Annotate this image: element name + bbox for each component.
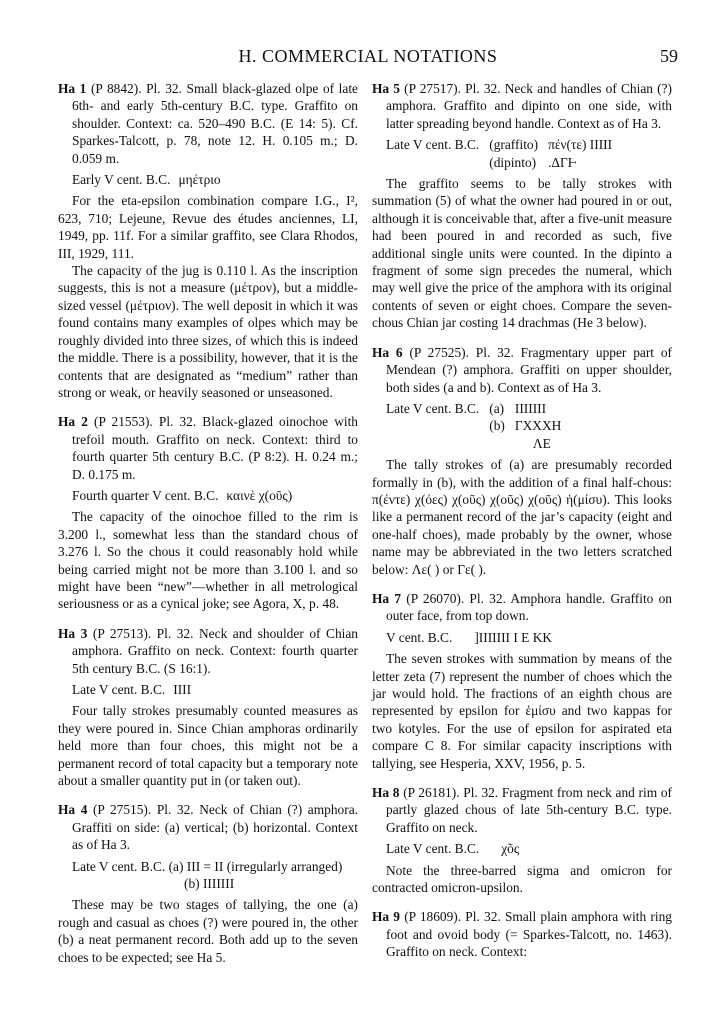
running-head bbox=[58, 44, 678, 68]
date: Late V cent. B.C. bbox=[72, 858, 166, 874]
entry-id: Ha 7 bbox=[372, 590, 402, 606]
inscription: χõς bbox=[501, 841, 520, 857]
date-line bbox=[386, 840, 672, 857]
entry-header bbox=[372, 590, 672, 625]
inscription-a: πέν(τε) IIIII bbox=[548, 137, 613, 153]
inscription: καινὲ χ(οῦς) bbox=[226, 487, 293, 503]
date: V cent. B.C. bbox=[386, 629, 453, 645]
entry-header bbox=[372, 784, 672, 836]
entry-header bbox=[372, 344, 672, 396]
date-line bbox=[386, 136, 672, 171]
date-line bbox=[72, 487, 358, 504]
inscription: IIII bbox=[173, 682, 192, 697]
label-a: (graffito) bbox=[489, 137, 539, 153]
entry-ha2 bbox=[58, 413, 358, 612]
entry-description: (P 27515). Pl. 32. Neck of Chian (?) amphora. Graffiti on side: (a) vertical; (b) horizontal. Context as of Ha 3. bbox=[72, 802, 358, 853]
label-b: (dipinto) bbox=[489, 154, 537, 170]
commentary-paragraph: These may be two stages of tallying, the one (a) rough and casual as choes (?) were poured in, the other (b) a neat permanent record. Both add up to the seven choes to be expected; see Ha 5. bbox=[58, 897, 358, 965]
date-line bbox=[72, 858, 358, 893]
entry-ha6 bbox=[372, 344, 672, 578]
entry-id: Ha 9 bbox=[372, 909, 401, 925]
right-column bbox=[372, 80, 672, 973]
entry-id: Ha 4 bbox=[58, 802, 88, 818]
commentary-paragraph: The capacity of the oinochoe filled to the rim is 3.200 l., somewhat less than the standard chous of 3.276 l. So the chous it could reasonably hold while being carried might not be more than 3.100 l. and so might have been “new”—whether in all metrological seriousness or as a cynical joke; see Agora, X, p. 48. bbox=[58, 509, 358, 612]
entry-description: (P 21553). Pl. 32. Black-glazed oinochoe with trefoil mouth. Graffito on neck. Context: third to fourth quarter 5th century B.C. (P 8:2). H. 0.24 m.; D. 0.175 m. bbox=[72, 414, 358, 482]
date: Late V cent. B.C. bbox=[72, 682, 166, 697]
entry-ha5 bbox=[372, 80, 672, 332]
date: Late V cent. B.C. bbox=[386, 400, 480, 416]
entry-header bbox=[58, 413, 358, 483]
date-line bbox=[72, 681, 358, 698]
commentary-paragraph: The graffito seems to be tally strokes with summation (5) of what the owner had poured in or out, although it is conceivable that, after a five-unit measure had been poured in and recorded as such, five additional single units were counted. In the dipinto a fragment of some sign precedes the numeral, which may well give the price of the amphora with its original contents of seven or eight choes. Compare the seven-chous Chian jar costing 14 drachmas (He 3 below). bbox=[372, 176, 672, 331]
running-title: H. COMMERCIAL NOTATIONS bbox=[238, 46, 498, 66]
date: Late V cent. B.C. bbox=[386, 137, 480, 153]
entry-ha1 bbox=[58, 80, 358, 401]
commentary-paragraph: Note the three-barred sigma and omicron for contracted omicron-upsilon. bbox=[372, 862, 672, 896]
entry-header bbox=[372, 80, 672, 132]
entry-description: (P 8842). Pl. 32. Small black-glazed olpe of late 6th- and early 5th-century B.C. type. Graffito on shoulder. Context: ca. 520–490 B.C. (E 14: 5). Cf. Sparkes-Talcott, p. 78, note 12. H. 0.105 m.; D. 0.059 m. bbox=[72, 81, 358, 166]
entry-ha9 bbox=[372, 908, 672, 960]
entry-header bbox=[372, 908, 672, 960]
commentary-paragraph: The capacity of the jug is 0.110 l. As the inscription suggests, this is not a measure (μέτρον), but a middle-sized vessel (μέτριον). The well deposit in which it was found contains many examples of olpes which may be roughly divided into three sizes, of which this is indeed the middle. There is a possibility, however, that it is the contents that are designated as “medium” rather than strong or weak, or heavily seasoned or unseasoned. bbox=[58, 263, 358, 400]
entry-ha4 bbox=[58, 801, 358, 966]
entry-header bbox=[58, 80, 358, 167]
commentary-paragraph: Four tally strokes presumably counted measures as they were poured in. Since Chian amphoras ordinarily held more than four choes, this might not be a permanent record of total capacity but a temporary note about a smaller quantity put in (or taken out). bbox=[58, 703, 358, 789]
commentary-paragraph: For the eta-epsilon combination compare I.G., I², 623, 710; Lejeune, Revue des études anciennes, LI, 1949, pp. 11f. For a similar graffito, see Clara Rhodos, III, 1929, 111. bbox=[58, 193, 358, 261]
inscription-b-second-line: ΛΕ bbox=[532, 435, 551, 451]
entry-description: (P 27513). Pl. 32. Neck and shoulder of Chian amphora. Graffito on neck. Context: fourth quarter 5th century B.C. (S 16:1). bbox=[72, 625, 359, 676]
left-column bbox=[58, 80, 358, 978]
entry-id: Ha 2 bbox=[58, 414, 88, 430]
inscription-b: .ΔΓⱵ bbox=[548, 154, 577, 170]
entry-header bbox=[58, 625, 358, 677]
entry-description: (P 26070). Pl. 32. Amphora handle. Graffito on outer face, from top down. bbox=[386, 590, 672, 624]
label-a: (a) bbox=[489, 400, 505, 416]
entry-header bbox=[58, 801, 358, 853]
entry-description: (P 27525). Pl. 32. Fragmentary upper part of Mendean (?) amphora. Graffiti on upper shoulder, both sides (a and b). Context as of Ha 3. bbox=[386, 344, 672, 395]
entry-ha8 bbox=[372, 784, 672, 896]
inscription-a: IIIIIII bbox=[514, 400, 547, 416]
commentary-paragraph: The tally strokes of (a) are presumably recorded formally in (b), with the addition of a final half-chous: π(έντε) χ(όες) χ(οῦς) χ(οῦς) χ(οῦς) ἡ(μίσυ). This looks like a permanent record of the jar’s capacity (eight and one-half choes), made probably by the owner, whose name may be abbreviated in the two letters scratched below: Λε( ) or Γε( ). bbox=[372, 457, 672, 577]
commentary-paragraph: The seven strokes with summation by means of the letter zeta (7) represent the number of choes which the jar would hold. The fractions of an eighth chous are represented by epsilon for ἑμίσυ and two kappas for two kotyles. For the use of epsilon for aspirated eta compare C 8. For similar capacity inscriptions with tallying, see Hesperia, XXV, 1956, p. 5. bbox=[372, 651, 672, 771]
entry-id: Ha 5 bbox=[372, 81, 400, 96]
entry-id: Ha 1 bbox=[58, 81, 87, 96]
entry-id: Ha 6 bbox=[372, 344, 403, 360]
inscription: ]IIIIIII Ι Ε ΚΚ bbox=[474, 629, 553, 645]
entry-id: Ha 8 bbox=[372, 785, 400, 801]
date-line bbox=[386, 400, 672, 452]
label-b: (b) bbox=[489, 418, 505, 434]
entry-ha3 bbox=[58, 625, 358, 790]
inscription-b: ΓΧΧΧΗ bbox=[514, 418, 562, 434]
inscription-a: (a) III = II (irregularly arranged) bbox=[168, 858, 343, 874]
inscription-b: (b) IIIIIII bbox=[184, 876, 235, 892]
date: Early V cent. B.C. bbox=[72, 172, 171, 188]
entry-ha7 bbox=[372, 590, 672, 772]
inscription: μηέτριο bbox=[178, 172, 221, 188]
date: Fourth quarter V cent. B.C. bbox=[72, 487, 219, 503]
entry-description: (P 18609). Pl. 32. Small plain amphora with ring foot and ovoid body (= Sparkes-Talcott, no. 1463). Graffito on neck. Context: bbox=[386, 909, 672, 960]
page-number: 59 bbox=[660, 46, 678, 66]
date-line bbox=[386, 629, 672, 646]
entry-description: (P 26181). Pl. 32. Fragment from neck and rim of partly glazed chous of late 5th-century B.C. type. Graffito on neck. bbox=[386, 785, 672, 835]
date-line bbox=[72, 171, 358, 188]
entry-description: (P 27517). Pl. 32. Neck and handles of Chian (?) amphora. Graffito and dipinto on one side, with latter spreading beyond handle. Context as of Ha 3. bbox=[386, 81, 672, 131]
entry-id: Ha 3 bbox=[58, 625, 88, 641]
date: Late V cent. B.C. bbox=[386, 841, 480, 857]
